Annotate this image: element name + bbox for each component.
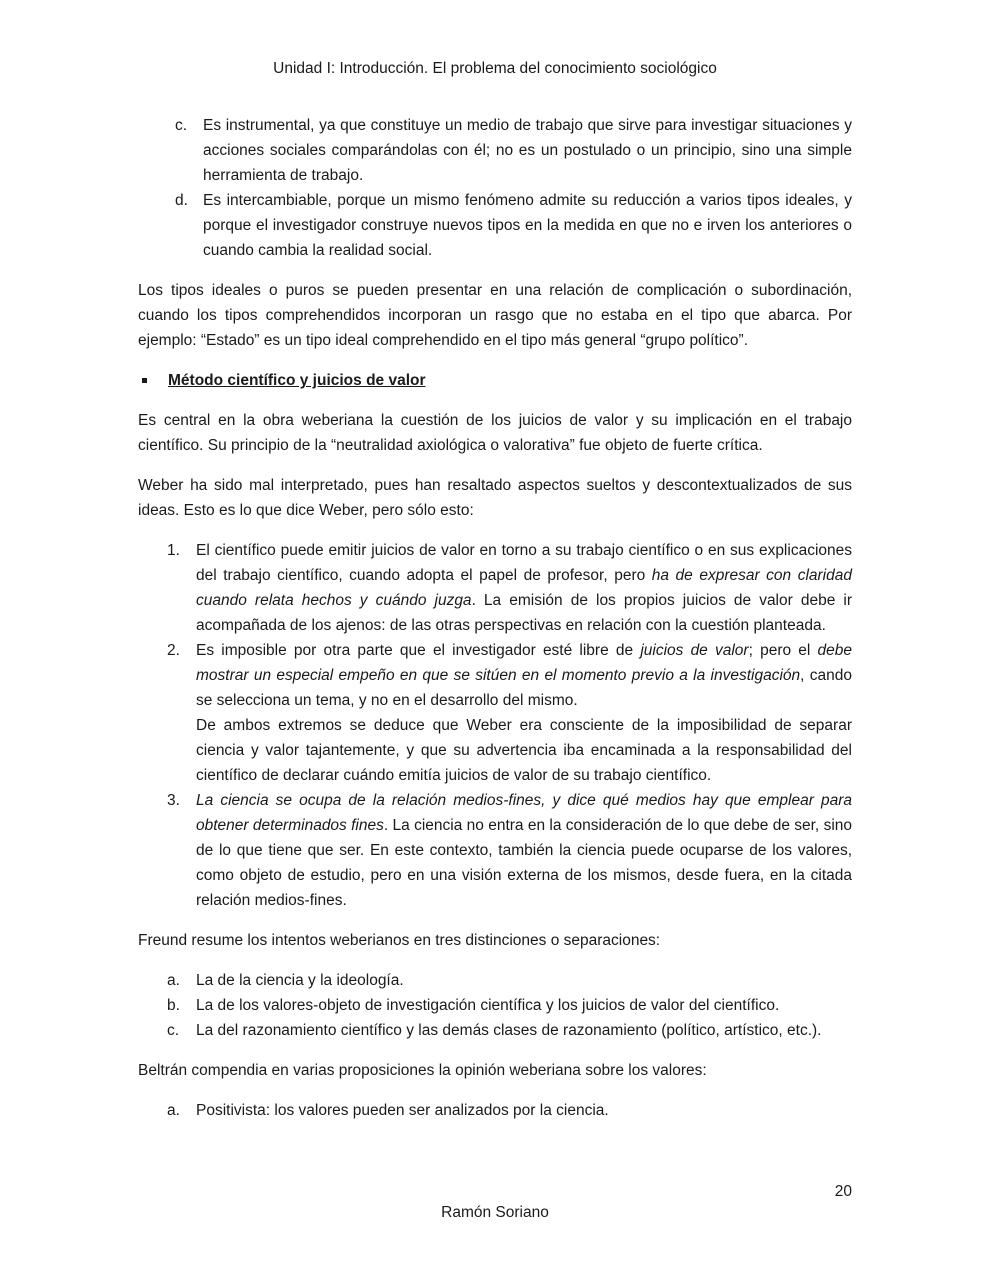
text-span: El científico puede emitir juicios de valor en torno a su trabajo científico o en sus explicaciones del trabajo científico, cuando adopta el papel de profesor, pero — [196, 542, 852, 584]
list-text — [196, 788, 852, 913]
italic-span: ha de expresar con claridad cuando relata hechos y cuándo juzga — [196, 567, 852, 609]
page-header: Unidad I: Introducción. El problema del conocimiento sociológico — [273, 60, 717, 77]
paragraph-tipos-ideales: Los tipos ideales o puros se pueden presentar en una relación de complicación o subordinación, cuando los tipos comprehendidos incorporan un rasgo que no estaba en el tipo que abarca. Por ejemplo: “Estado” es un tipo ideal comprehendido en el tipo más general “grupo político”. — [138, 282, 852, 349]
list-item-c — [138, 113, 852, 188]
beltran-item-a — [138, 1098, 852, 1123]
list-marker: b. — [167, 997, 180, 1014]
paragraph-weber: Weber ha sido mal interpretado, pues han resaltado aspectos sueltos y descontextualizados de sus ideas. Esto es lo que dice Weber, pero sólo esto: — [138, 477, 852, 519]
text-span: , cando se selecciona un tema, y no en el desarrollo del mismo. — [196, 667, 852, 709]
paragraph-beltran: Beltrán compendia en varias proposiciones la opinión weberiana sobre los valores: — [138, 1062, 707, 1079]
list-text: Es instrumental, ya que constituye un medio de trabajo que sirve para investigar situaciones y acciones sociales comparándolas con él; no es un postulado o un principio, sino una simple herramienta de trabajo. — [203, 117, 852, 184]
list-text: La de la ciencia y la ideología. — [196, 972, 404, 989]
freund-item-c — [138, 1018, 852, 1043]
paragraph-freund: Freund resume los intentos weberianos en tres distinciones o separaciones: — [138, 932, 661, 949]
list-marker: c. — [167, 1022, 180, 1039]
section-heading — [138, 368, 852, 393]
page-body — [138, 113, 852, 1123]
list-marker: a. — [167, 972, 180, 989]
list-text: La del razonamiento científico y las demás clases de razonamiento (político, artístico, etc.). — [196, 1022, 822, 1039]
numbered-item-2 — [138, 638, 852, 788]
numbered-item-3 — [138, 788, 852, 913]
freund-item-b — [138, 993, 852, 1018]
list-marker: 1. — [167, 542, 180, 559]
text-span: Es imposible por otra parte que el investigador esté libre de — [196, 642, 641, 659]
square-bullet-icon — [142, 378, 147, 383]
list-marker: c. — [175, 117, 188, 134]
list-text: Positivista: los valores pueden ser analizados por la ciencia. — [196, 1102, 609, 1119]
section-heading-text: Método científico y juicios de valor — [168, 372, 426, 389]
list-text — [196, 638, 852, 788]
italic-span: debe mostrar un especial empeño en que se sitúen en el momento previo a la investigación — [196, 642, 853, 684]
list-marker: d. — [175, 192, 188, 209]
paragraph-central: Es central en la obra weberiana la cuestión de los juicios de valor y su implicación en el trabajo científico. Su principio de la “neutralidad axiológica o valorativa” fue objeto de fuerte crítica. — [138, 412, 852, 454]
freund-item-a — [138, 968, 852, 993]
list-marker: a. — [167, 1102, 180, 1119]
numbered-item-1 — [138, 538, 852, 638]
list-text — [196, 538, 852, 638]
list-marker: 3. — [167, 792, 180, 809]
list-marker: 2. — [167, 642, 180, 659]
page-number: 20 — [834, 1183, 852, 1200]
page-footer-author: Ramón Soriano — [441, 1204, 549, 1221]
list-item-d — [138, 188, 852, 263]
italic-span: juicios de valor — [640, 642, 749, 659]
italic-span: La ciencia se ocupa de la relación medios-fines, y dice qué medios hay que emplear para obtener determinados fines — [196, 792, 852, 834]
text-span: . La emisión de los propios juicios de valor debe ir acompañada de los ajenos: de las otras perspectivas en relación con la cuestión planteada. — [196, 592, 852, 634]
list-text: La de los valores-objeto de investigación científica y los juicios de valor del científico. — [196, 997, 780, 1014]
list-continuation: De ambos extremos se deduce que Weber era consciente de la imposibilidad de separar ciencia y valor tajantemente, y que su advertencia iba encaminada a la responsabilidad del científico de declarar cuándo emitía juicios de valor de su trabajo científico. — [196, 717, 852, 784]
text-span: ; pero el — [748, 642, 818, 659]
text-span: . La ciencia no entra en la consideración de lo que debe de ser, sino de lo que tiene que ser. En este contexto, también la ciencia puede ocuparse de los valores, como objeto de estudio, pero en una visión externa de los mismos, desde fuera, en la citada relación medios-fines. — [196, 817, 852, 909]
list-text: Es intercambiable, porque un mismo fenómeno admite su reducción a varios tipos ideales, y porque el investigador construye nuevos tipos en la medida en que no e irven los anteriores o cuando cambia la realidad social. — [203, 192, 852, 259]
